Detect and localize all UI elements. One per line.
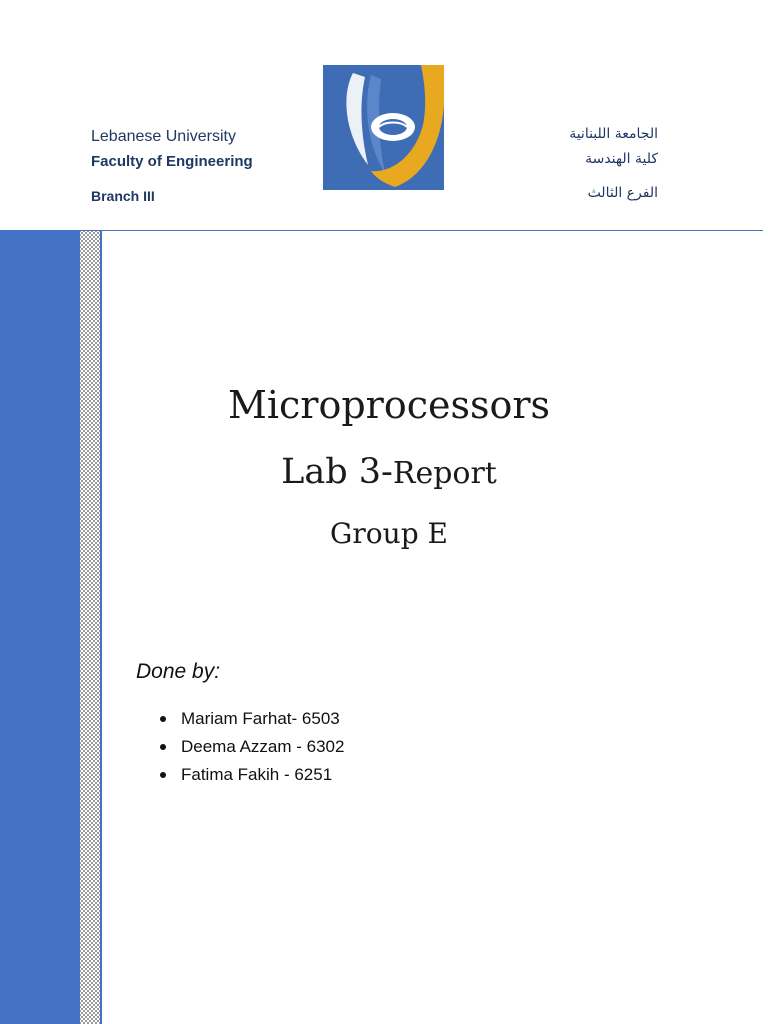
course-title: Microprocessors	[227, 383, 551, 427]
report-label: Report	[392, 456, 497, 491]
branch-name: Branch III	[91, 188, 155, 204]
list-item	[160, 733, 344, 761]
sidebar-blue-band	[0, 231, 80, 1024]
list-item	[160, 761, 344, 789]
university-logo-icon	[323, 65, 444, 190]
sidebar-divider	[100, 231, 102, 1024]
group-label: Group E	[330, 517, 448, 550]
author-name: Deema Azzam - 6302	[181, 737, 345, 756]
lab-title	[5, 452, 768, 492]
lab-number: Lab 3-	[281, 452, 393, 492]
bullet-icon	[160, 772, 166, 778]
university-name: Lebanese University	[91, 128, 236, 145]
page-header	[0, 0, 768, 231]
author-name: Mariam Farhat- 6503	[181, 709, 340, 728]
faculty-name-arabic: كلية الهندسة	[585, 151, 658, 167]
university-name-arabic: الجامعة اللبنانية	[569, 126, 658, 142]
branch-name-arabic: الفرع الثالث	[587, 185, 658, 201]
faculty-name: Faculty of Engineering	[91, 153, 253, 170]
authors-heading: Done by:	[136, 660, 221, 683]
bullet-icon	[160, 716, 166, 722]
author-name: Fatima Fakih - 6251	[181, 765, 333, 784]
list-item	[160, 705, 344, 733]
bullet-icon	[160, 744, 166, 750]
sidebar-dotted-band	[80, 231, 100, 1024]
header-divider	[0, 230, 763, 231]
authors-list	[160, 705, 344, 789]
